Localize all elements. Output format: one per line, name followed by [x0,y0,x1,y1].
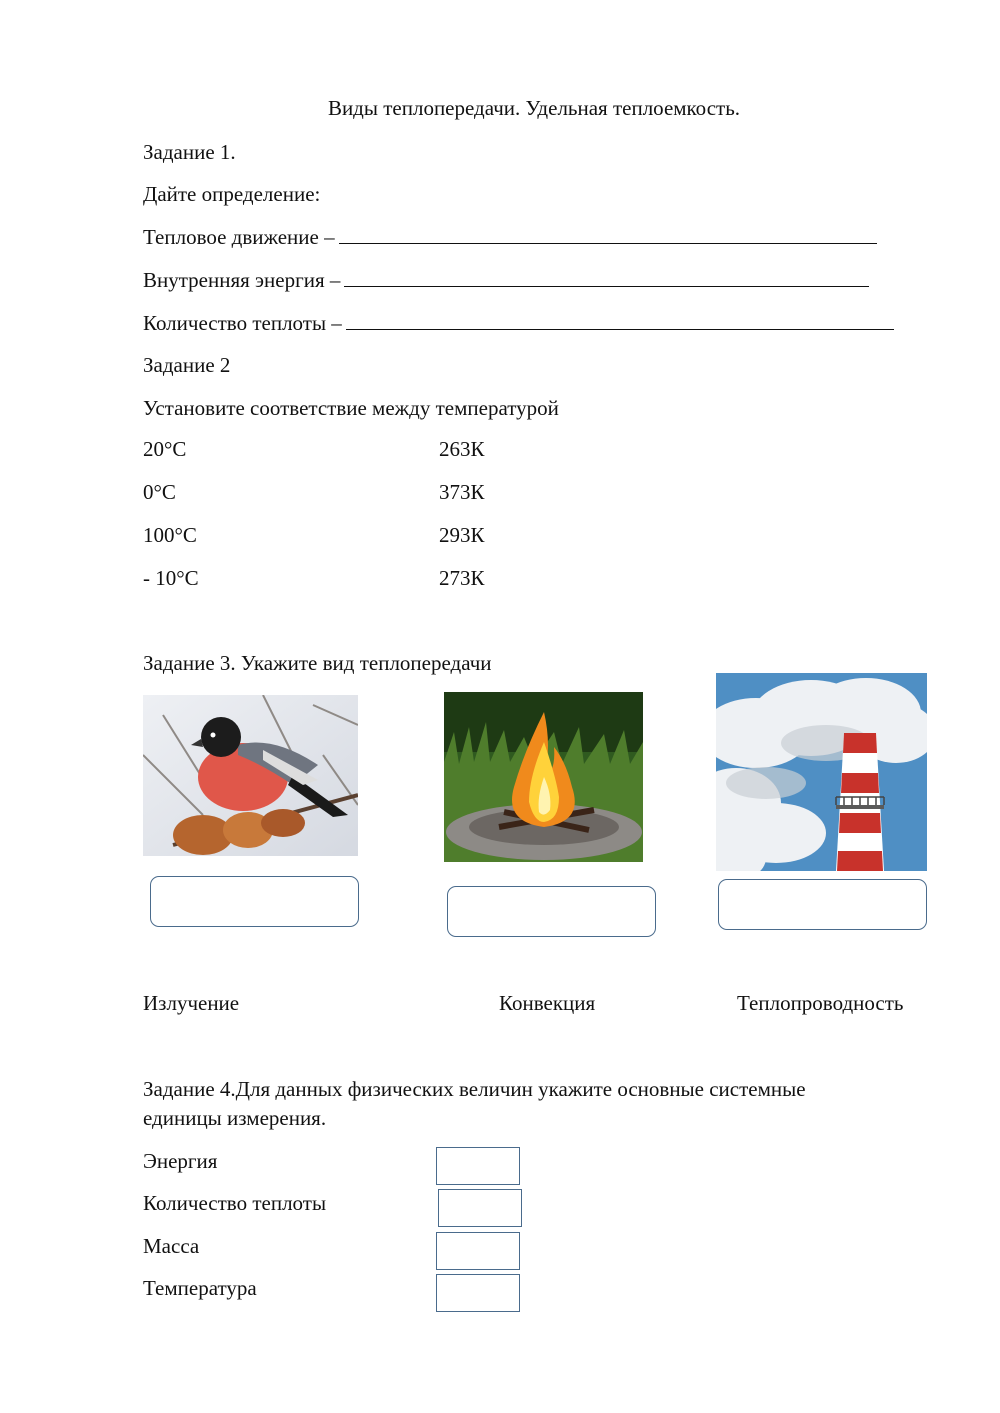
answer-line[interactable] [339,225,877,244]
task4-heading-line2: единицы измерения. [143,1106,327,1130]
answer-line[interactable] [344,268,869,287]
celsius-value[interactable]: 100°С [143,523,197,547]
page-title: Виды теплопередачи. Удельная теплоемкость. [327,96,741,120]
definition-row-heat-amount [143,311,894,335]
kelvin-value[interactable]: 293К [439,523,485,547]
answer-box-bullfinch[interactable] [150,876,359,927]
unit-input-heat[interactable] [438,1189,522,1227]
bullfinch-image [143,695,358,856]
task3-heading: Задание 3. Укажите вид теплопередачи [143,651,492,675]
celsius-value[interactable]: 0°С [143,480,176,504]
task1-instruction: Дайте определение: [143,182,321,206]
quantity-label: Количество теплоты [143,1191,327,1215]
option-convection[interactable]: Конвекция [499,991,596,1015]
answer-box-campfire[interactable] [447,886,656,937]
kelvin-value[interactable]: 263К [439,437,485,461]
kelvin-value[interactable]: 373К [439,480,485,504]
definition-row-thermal-motion [143,225,877,249]
campfire-image [444,692,643,862]
task2-heading: Задание 2 [143,353,231,377]
quantity-label: Энергия [143,1149,218,1173]
option-conduction[interactable]: Теплопроводность [737,991,904,1015]
task2-instruction: Установите соответствие между температурой [143,396,559,420]
unit-input-mass[interactable] [436,1232,520,1270]
term-label: Тепловое движение – [143,225,335,249]
quantity-label: Масса [143,1234,200,1258]
task4-heading: Задание 4.Для данных физических величин укажите основные системные [143,1077,806,1101]
chimney-image [716,673,927,871]
answer-line[interactable] [346,311,894,330]
option-radiation[interactable]: Излучение [143,991,240,1015]
task1-heading: Задание 1. [143,140,236,164]
answer-box-chimney[interactable] [718,879,927,930]
unit-input-temperature[interactable] [436,1274,520,1312]
unit-input-energy[interactable] [436,1147,520,1185]
kelvin-value[interactable]: 273К [439,566,485,590]
celsius-value[interactable]: 20°С [143,437,187,461]
term-label: Внутренняя энергия – [143,268,341,292]
definition-row-internal-energy [143,268,869,292]
celsius-value[interactable]: - 10°С [143,566,199,590]
term-label: Количество теплоты – [143,311,342,335]
quantity-label: Температура [143,1276,257,1300]
